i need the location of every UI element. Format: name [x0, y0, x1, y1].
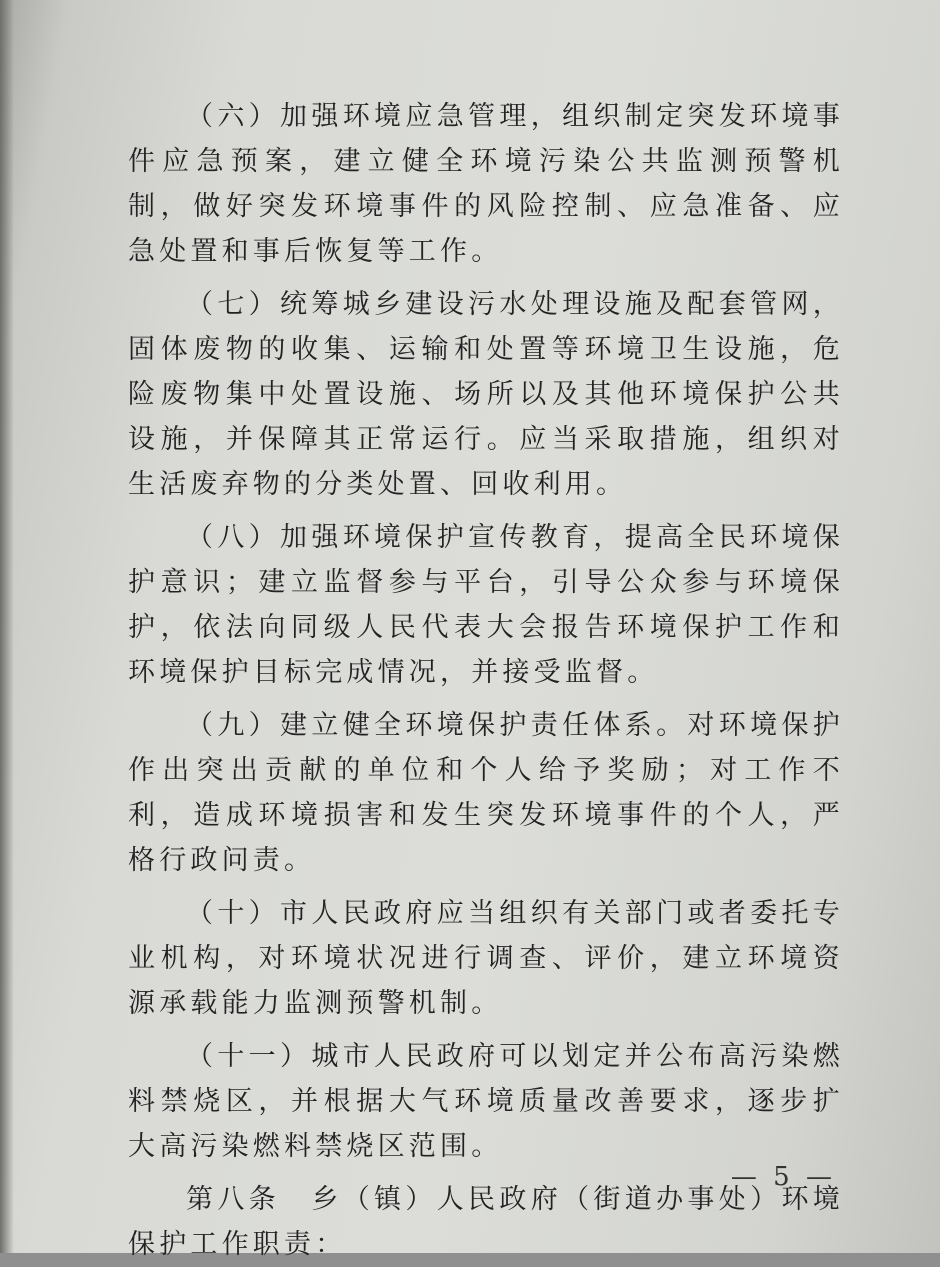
paragraph-eleven: （十一）城市人民政府可以划定并公布高污染燃料禁烧区，并根据大气环境质量改善要求，逐步扩大高污染燃料禁烧区范围。 — [128, 1041, 844, 1162]
page-number: — 5 — — [730, 1162, 836, 1192]
paragraph-six: （六）加强环境应急管理，组织制定突发环境事件应急预案，建立健全环境污染公共监测预警机制，做好突发环境事件的风险控制、应急准备、应急处置和事后恢复等工作。 — [128, 101, 844, 267]
paragraph-ten: （十）市人民政府应当组织有关部门或者委托专业机构，对环境状况进行调查、评价，建立环境资源承载能力监测预警机制。 — [128, 898, 844, 1019]
paragraph-nine: （九）建立健全环境保护责任体系。对环境保护作出突出贡献的单位和个人给予奖励；对工作不利，造成环境损害和发生突发环境事件的个人，严格行政问责。 — [128, 710, 844, 876]
paragraph-seven: （七）统筹城乡建设污水处理设施及配套管网，固体废物的收集、运输和处置等环境卫生设施，危险废物集中处置设施、场所以及其他环境保护公共设施，并保障其正常运行。应当采取措施，组织对生活废弃物的分类处置、回收利用。 — [128, 289, 844, 500]
article-eight-heading: 第八条 乡（镇）人民政府（街道办事处）环境保护工作职责： — [128, 1184, 844, 1260]
paragraph-eight: （八）加强环境保护宣传教育，提高全民环境保护意识；建立监督参与平台，引导公众参与环境保护，依法向同级人民代表大会报告环境保护工作和环境保护目标完成情况，并接受监督。 — [128, 522, 844, 688]
